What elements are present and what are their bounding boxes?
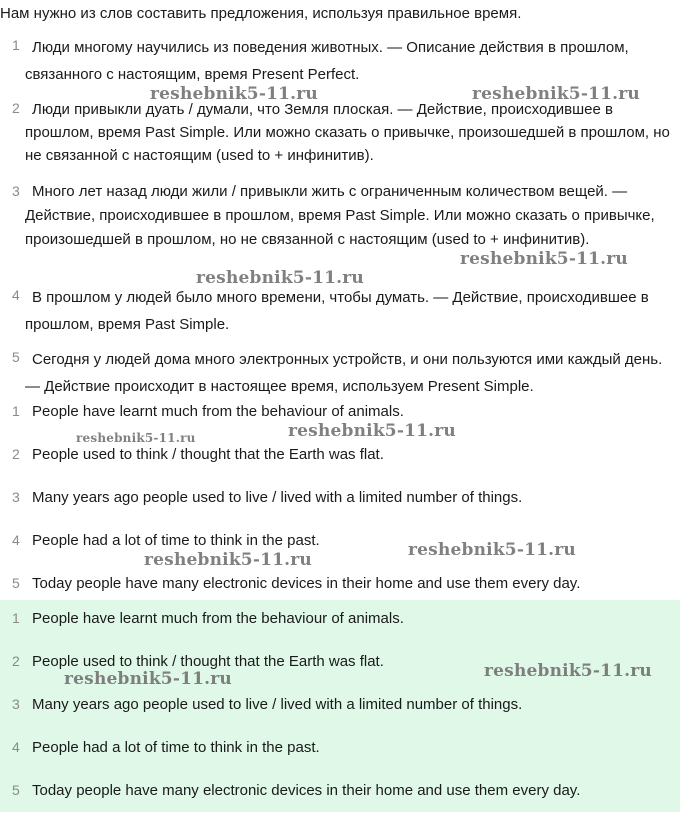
item-number: 5 xyxy=(12,782,20,798)
item-number: 4 xyxy=(12,287,20,303)
item-text: Люди привыкли дуать / думали, что Земля плоская. — Действие, происходившее в прошлом, время Past Simple. Или можно сказать о привычке, произошедшей в прошлом, но не связанной с настоящим (used to + инфинитив). xyxy=(25,101,670,164)
item-text: В прошлом у людей было много времени, чтобы думать. — Действие, происходившее в прошлом, время Past Simple. xyxy=(25,289,649,333)
item-number: 1 xyxy=(12,403,20,419)
item-text: People used to think / thought that the Earth was flat. xyxy=(32,653,384,670)
item-number: 2 xyxy=(12,446,20,462)
item-text: People had a lot of time to think in the past. xyxy=(32,739,320,756)
watermark: reshebnik5-11.ru xyxy=(460,249,628,269)
item-text: Today people have many electronic devices in their home and use them every day. xyxy=(32,782,581,799)
item-text: Many years ago people used to live / lived with a limited number of things. xyxy=(32,696,523,713)
item-text: Today people have many electronic devices in their home and use them every day. xyxy=(32,575,581,592)
watermark: reshebnik5-11.ru xyxy=(408,540,576,560)
watermark: reshebnik5-11.ru xyxy=(150,84,318,104)
watermark: reshebnik5-11.ru xyxy=(144,550,312,570)
item-text: Сегодня у людей дома много электронных устройств, и они пользуются ими каждый день. — Действие происходит в настоящее время, используем Present Simple. xyxy=(25,351,663,395)
item-text: People have learnt much from the behaviour of animals. xyxy=(32,403,404,420)
item-text: Many years ago people used to live / lived with a limited number of things. xyxy=(32,489,523,506)
item-text: People used to think / thought that the Earth was flat. xyxy=(32,446,384,463)
item-text: Много лет назад люди жили / привыкли жить с ограниченным количеством вещей. — Действие, происходившее в прошлом, время Past Simple. Или можно сказать о привычке, произошедшей в прошлом, но не связанной с настоящим (used to + инфинитив). xyxy=(25,183,655,248)
watermark: reshebnik5-11.ru xyxy=(472,84,640,104)
item-number: 5 xyxy=(12,349,20,365)
item-number: 2 xyxy=(12,653,20,669)
item-number: 2 xyxy=(12,100,20,116)
watermark: reshebnik5-11.ru xyxy=(288,421,456,441)
item-number: 4 xyxy=(12,532,20,548)
item-number: 3 xyxy=(12,489,20,505)
item-number: 1 xyxy=(12,37,20,53)
item-number: 5 xyxy=(12,575,20,591)
watermark: reshebnik5-11.ru xyxy=(484,661,652,681)
item-text: Люди многому научились из поведения животных. — Описание действия в прошлом, связанного с настоящим, время Present Perfect. xyxy=(25,39,629,83)
item-number: 1 xyxy=(12,610,20,626)
item-number: 3 xyxy=(12,183,20,199)
item-number: 3 xyxy=(12,696,20,712)
item-number: 4 xyxy=(12,739,20,755)
item-text: People had a lot of time to think in the past. xyxy=(32,532,320,549)
watermark: reshebnik5-11.ru xyxy=(76,431,196,445)
watermark: reshebnik5-11.ru xyxy=(64,669,232,689)
intro-text: Нам нужно из слов составить предложения, используя правильное время. xyxy=(0,5,522,22)
watermark: reshebnik5-11.ru xyxy=(196,268,364,288)
item-text: People have learnt much from the behaviour of animals. xyxy=(32,610,404,627)
